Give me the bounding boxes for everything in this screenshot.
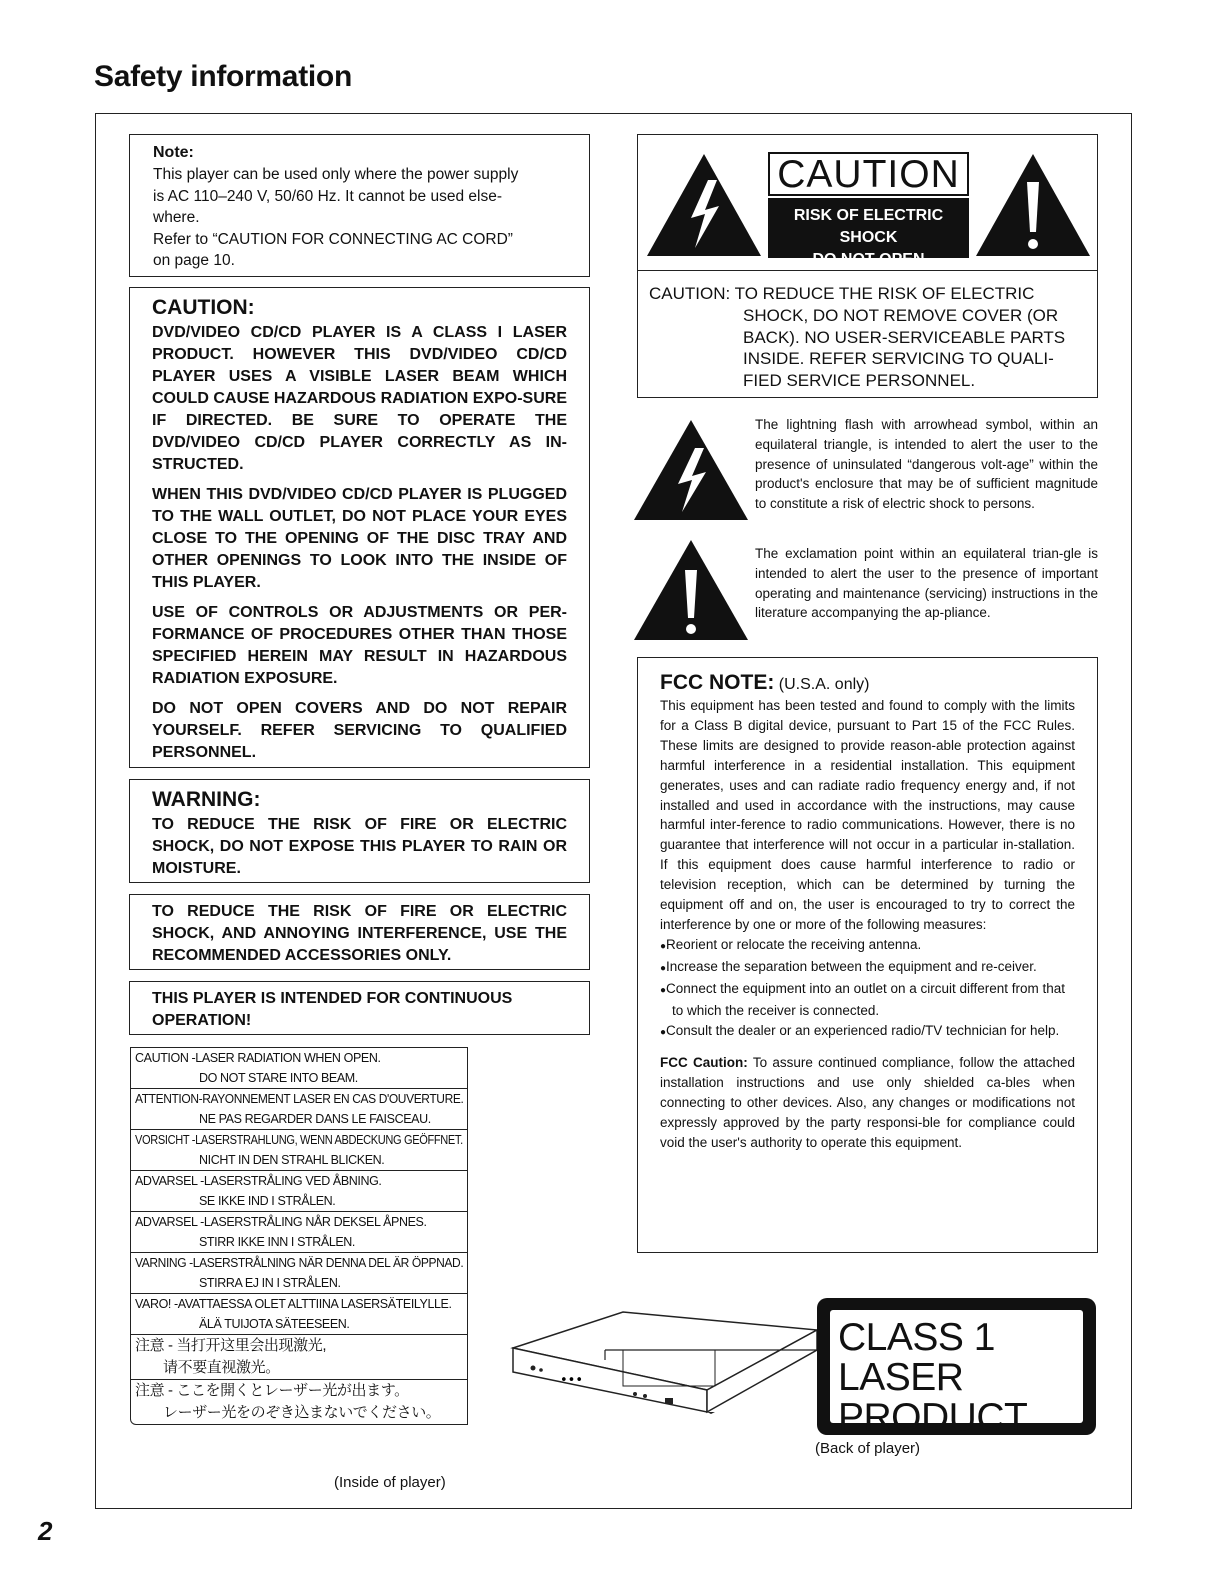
- warning-box: [129, 779, 590, 883]
- exclamation-explanation: The exclamation point within an equilateral trian-gle is intended to alert the user to the presence of important operating and maintenance (servicing) instructions in the literature accompanying the ap-pliance.: [755, 546, 1098, 621]
- caution-sign-sub1: RISK OF ELECTRIC SHOCK: [793, 207, 944, 246]
- accessories-box: [129, 894, 590, 970]
- caution-sign-text: [649, 283, 1089, 392]
- caution-paragraph: WHEN THIS DVD/VIDEO CD/CD PLAYER IS PLUGGED TO THE WALL OUTLET, DO NOT PLACE YOUR EYES CLOSE TO THE OPENING OF THE DISC TRAY AND OTHER OPENINGS TO LOOK INTO THE INSIDE OF THIS PLAYER.: [152, 486, 567, 591]
- note-line: Refer to “CAUTION FOR CONNECTING AC CORD”: [153, 230, 513, 248]
- note-line: This player can be used only where the power supply: [153, 166, 519, 183]
- fcc-bullet: ● Consult the dealer or an experienced radio/TV technician for help.: [660, 1021, 1075, 1043]
- continuous-text: THIS PLAYER IS INTENDED FOR CONTINUOUS OPERATION!: [152, 990, 513, 1029]
- caution-sign-title: CAUTION: [768, 152, 969, 196]
- caution-label: CAUTION:: [152, 296, 255, 319]
- fcc-bullets: [660, 935, 1075, 1043]
- fcc-box: [637, 657, 1098, 1253]
- label-row: 注意 - 当打开这里会出现激光, 请不要直视激光。: [130, 1335, 468, 1380]
- accessories-text: TO REDUCE THE RISK OF FIRE OR ELECTRIC SHOCK, AND ANNOYING INTERFERENCE, USE THE RECOMMENDED ACCESSORIES ONLY.: [152, 903, 567, 964]
- caution-line: INSIDE. REFER SERVICING TO QUALI-: [743, 349, 1054, 369]
- class1-line2: LASER PRODUCT: [838, 1356, 1028, 1439]
- caution-sign-divider: [637, 270, 1098, 271]
- label-row: CAUTION -LASER RADIATION WHEN OPEN. DO NOT STARE INTO BEAM.: [130, 1047, 468, 1089]
- class1-line1: CLASS 1: [838, 1316, 995, 1359]
- warning-text: TO REDUCE THE RISK OF FIRE OR ELECTRIC SHOCK, DO NOT EXPOSE THIS PLAYER TO RAIN OR MOISTURE.: [152, 816, 567, 877]
- note-box: [129, 134, 590, 277]
- label-row: ADVARSEL -LASERSTRÅLING VED ÅBNING. SE IKKE IND I STRÅLEN.: [130, 1171, 468, 1212]
- caution-line: FIED SERVICE PERSONNEL.: [743, 371, 976, 391]
- fcc-bullet: ● Connect the equipment into an outlet on a circuit different from that to which the receiver is connected.: [660, 979, 1075, 1021]
- fcc-body: This equipment has been tested and found to comply with the limits for a Class B digital device, pursuant to Part 15 of the FCC Rules. These limits are designed to provide reason-able protection against harmful interference in a residential installation. This equipment generates, uses and can radiate radio frequency energy and, if not installed and used in accordance with the instructions, may cause harmful inter-ference to radio communications. However, there is no guarantee that interference will not occur in a particular in-stallation. If this equipment does cause harmful interference to radio or television reception, which can be determined by turning the equipment off and on, the user is encouraged to try to correct the interference by one or more of the following measures:: [660, 698, 1075, 932]
- laser-warning-label: [130, 1047, 468, 1425]
- continuous-box: [129, 981, 590, 1035]
- fcc-label: FCC NOTE:: [660, 671, 775, 694]
- note-line: where.: [153, 209, 200, 226]
- fcc-heading: [660, 671, 1075, 695]
- note-line: on page 10.: [153, 252, 235, 269]
- exclamation-triangle-icon: [632, 538, 750, 642]
- caution-line: TO REDUCE THE RISK OF ELECTRIC: [734, 284, 1035, 303]
- fcc-caution-text: To assure continued compliance, follow the attached installation instructions and use only shielded ca-bles when connecting to other devices. Also, any changes or modifications not expressly approved by the party responsi-ble for compliance could void the user's authority to operate this equipment.: [660, 1055, 1075, 1151]
- label-row: ATTENTION-RAYONNEMENT LASER EN CAS D'OUVERTURE. NE PAS REGARDER DANS LE FAISCEAU.: [130, 1089, 468, 1130]
- label-row: VARNING -LASERSTRÅLNING NÄR DENNA DEL ÄR ÖPPNAD. STIRRA EJ IN I STRÅLEN.: [130, 1253, 468, 1294]
- fcc-bullet: ● Reorient or relocate the receiving antenna.: [660, 935, 1075, 957]
- back-caption: (Back of player): [815, 1440, 921, 1457]
- caution-laser-box: [129, 287, 590, 768]
- fcc-sub: (U.S.A. only): [778, 676, 870, 693]
- lightning-explanation: The lightning flash with arrowhead symbol, within an equilateral triangle, is intended to alert the user to the presence of uninsulated “dangerous volt-age” within the product's enclosure that may be of sufficient magnitude to constitute a risk of electric shock to persons.: [755, 417, 1098, 512]
- caution-line: BACK). NO USER-SERVICEABLE PARTS: [743, 327, 1066, 347]
- caution-line: SHOCK, DO NOT REMOVE COVER (OR: [743, 305, 1059, 325]
- caution-paragraph: USE OF CONTROLS OR ADJUSTMENTS OR PER-FORMANCE OF PROCEDURES OTHER THAN THOSE SPECIFIED HEREIN MAY RESULT IN HAZARDOUS RADIATION EXPOSURE.: [152, 604, 567, 687]
- exclamation-triangle-icon: [974, 152, 1092, 258]
- label-row: ADVARSEL -LASERSTRÅLING NÅR DEKSEL ÅPNES. STIRR IKKE INN I STRÅLEN.: [130, 1212, 468, 1253]
- caution-paragraph: DO NOT OPEN COVERS AND DO NOT REPAIR YOURSELF. REFER SERVICING TO QUALIFIED PERSONNEL.: [152, 700, 567, 761]
- caution-paragraph: DVD/VIDEO CD/CD PLAYER IS A CLASS I LASER PRODUCT. HOWEVER THIS DVD/VIDEO CD/CD PLAYER USES A VISIBLE LASER BEAM WHICH COULD CAUSE HAZARDOUS RADIATION EXPO-SURE IF DIRECTED. BE SURE TO OPERATE THE DVD/VIDEO CD/CD PLAYER CORRECTLY AS IN-STRUCTED.: [152, 324, 567, 473]
- label-row: VORSICHT -LASERSTRAHLUNG, WENN ABDECKUNG GEÖFFNET. NICHT IN DEN STRAHL BLICKEN.: [130, 1130, 468, 1171]
- note-label: Note:: [153, 144, 194, 161]
- label-row: VARO! -AVATTAESSA OLET ALTTIINA LASERSÄTEILYLLE. ÄLÄ TUIJOTA SÄTEESEEN.: [130, 1294, 468, 1335]
- fcc-caution: [660, 1053, 1075, 1153]
- class1-label: [817, 1298, 1096, 1439]
- lightning-triangle-icon: [632, 418, 750, 522]
- label-row: 注意 - ここを開くとレーザー光が出ます。 レーザー光をのぞき込まないでください。: [130, 1380, 468, 1425]
- caution-sign-banner: [768, 198, 969, 268]
- player-illustration: [505, 1290, 825, 1450]
- fcc-caution-label: FCC Caution:: [660, 1055, 748, 1071]
- inside-caption: (Inside of player): [334, 1474, 446, 1491]
- caution-sign-sub2: DO NOT OPEN: [812, 251, 925, 268]
- page-number: 2: [38, 1516, 53, 1546]
- warning-label: WARNING:: [152, 788, 261, 811]
- note-line: is AC 110–240 V, 50/60 Hz. It cannot be used else-: [153, 187, 502, 205]
- fcc-content: [660, 696, 1075, 1153]
- lightning-triangle-icon: [645, 152, 763, 258]
- caution-prefix: CAUTION:: [649, 284, 731, 303]
- fcc-bullet: ● Increase the separation between the equipment and re-ceiver.: [660, 957, 1075, 979]
- svg-text:•••: •••: [560, 1373, 584, 1388]
- page-title: Safety information: [94, 60, 352, 93]
